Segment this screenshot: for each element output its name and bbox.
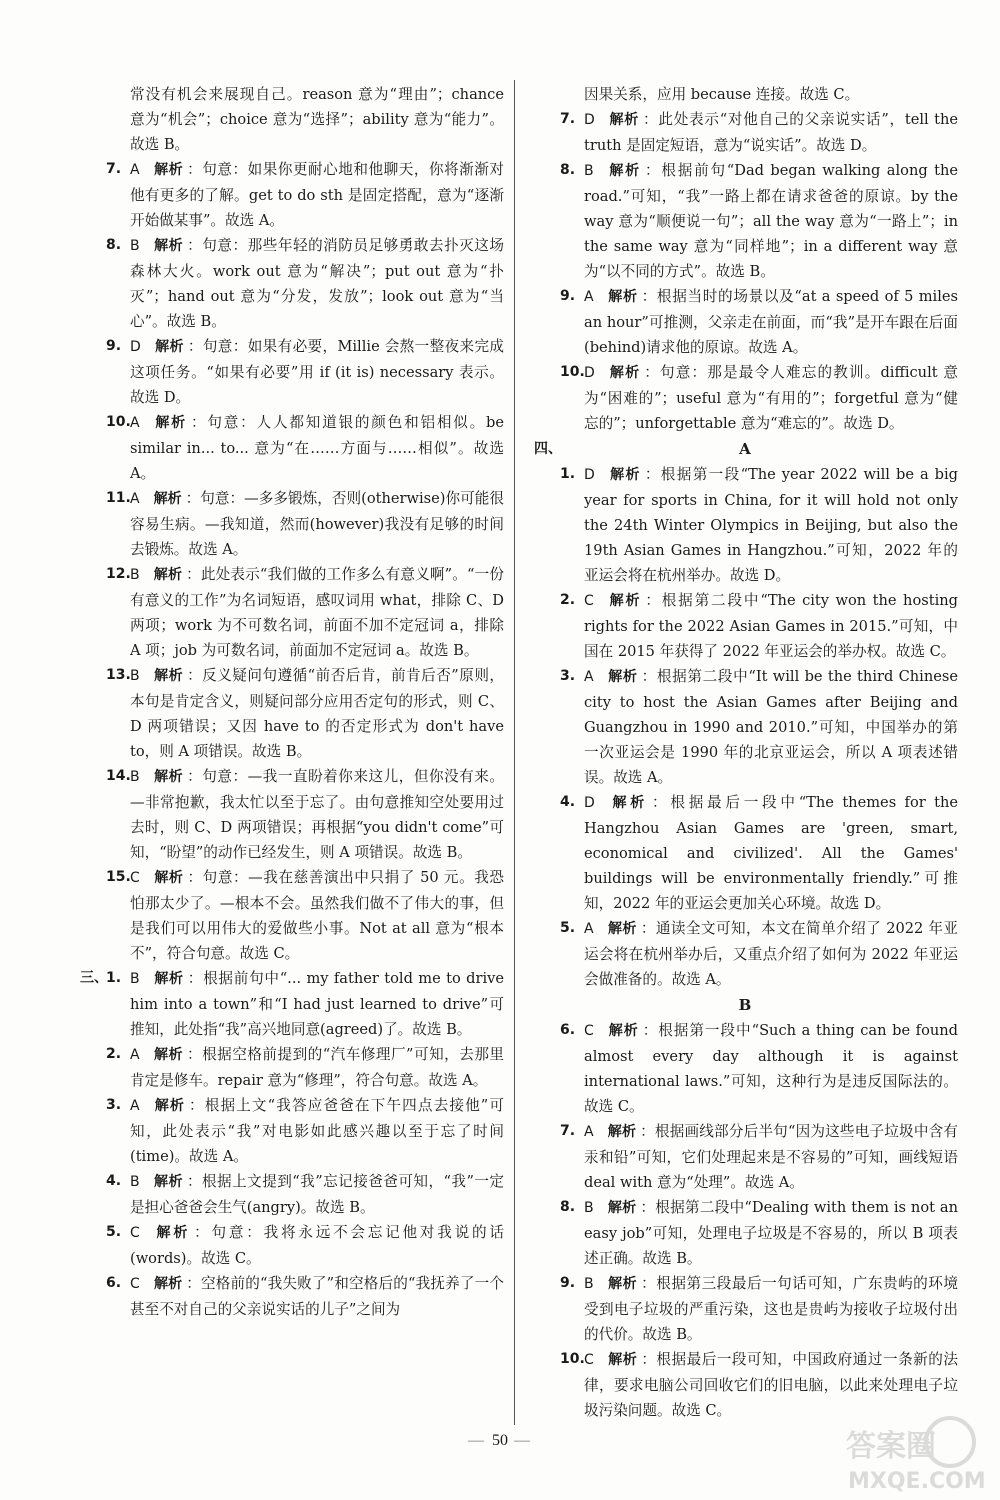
analysis-text: ：根据空格前提到的“汽车修理厂”可知，去那里肯定是修车。repair 意为“修理”，符合句意。故选 A。 bbox=[130, 1046, 504, 1089]
answer-choice: D bbox=[584, 365, 595, 381]
question-number: 14. bbox=[106, 768, 131, 784]
analysis-label: 解析 bbox=[153, 1098, 185, 1114]
analysis-label: 解析 bbox=[154, 339, 184, 355]
answer-item bbox=[78, 1042, 504, 1093]
answer-item bbox=[532, 1347, 958, 1423]
analysis-label: 解析 bbox=[608, 365, 641, 381]
answer-item bbox=[78, 966, 504, 1042]
answer-choice: D bbox=[584, 795, 595, 811]
right-column bbox=[532, 82, 958, 1423]
watermark-url: MXQE.COM bbox=[848, 1469, 986, 1494]
answer-choice: B bbox=[584, 1276, 594, 1292]
analysis-label: 解析 bbox=[153, 1225, 191, 1241]
analysis-label: 解析 bbox=[607, 593, 642, 609]
answer-choice: A bbox=[584, 669, 594, 685]
analysis-text: ：句意：—我在慈善演出中只捐了 50 元。我恐怕那太少了。—根本不会。虽然我们做不了伟大的事，但是我们可以用伟大的爱做些小事。Not at all 意为“根本不”，符合句意。故选 C。 bbox=[130, 869, 505, 962]
question-number: 11. bbox=[106, 490, 131, 506]
analysis-label: 解析 bbox=[607, 1200, 637, 1216]
analysis-label: 解析 bbox=[153, 238, 184, 254]
answer-item bbox=[532, 107, 958, 158]
answer-choice: B bbox=[130, 971, 140, 987]
page-number: — 50 — bbox=[468, 1432, 532, 1449]
analysis-label: 解析 bbox=[607, 1023, 639, 1039]
answer-choice: B bbox=[584, 163, 594, 179]
question-number: 7. bbox=[106, 161, 122, 177]
analysis-text: ：此处表示“我们做的工作多么有意义啊”。“一份有意义的工作”为名词短语，感叹词用 what，排除 C、D 两项；work 为不可数名词，前面不加不定冠词 a，排除 A 项；job 为可数名词，前面加不定冠词 a。故选 B。 bbox=[130, 566, 504, 659]
answer-choice: A bbox=[584, 289, 594, 305]
answer-item bbox=[532, 588, 958, 664]
answer-item bbox=[78, 1271, 504, 1322]
answer-item bbox=[532, 158, 958, 284]
analysis-label: 解析 bbox=[153, 870, 184, 886]
answer-item bbox=[78, 562, 504, 663]
answer-choice: A bbox=[130, 162, 140, 178]
answer-choice: A bbox=[130, 1098, 140, 1114]
analysis-label: 解析 bbox=[153, 668, 184, 684]
answer-choice: D bbox=[130, 339, 141, 355]
question-number: 8. bbox=[106, 237, 122, 253]
analysis-text: ：句意：那是最令人难忘的教训。difficult 意为“困难的”；useful 意为“有用的”；forgetful 意为“健忘的”；unforgettable 意为“难忘的”。故选 D。 bbox=[584, 364, 959, 432]
answer-item bbox=[532, 664, 958, 790]
analysis-text: ：句意：那些年轻的消防员足够勇敢去扑灭这场森林大火。work out 意为“解决”；put out 意为“扑灭”；hand out 意为“分发，发放”；look out 意为“当心”。故选 B。 bbox=[130, 237, 504, 330]
answer-item bbox=[78, 233, 504, 334]
answer-item bbox=[532, 1271, 958, 1347]
column-divider bbox=[514, 80, 515, 1425]
analysis-text: ：句意：如果有必要，Millie 会熬一整夜来完成这项任务。“如果有必要”用 if (it is) necessary 表示。故选 D。 bbox=[130, 338, 505, 406]
section-number: 三、 bbox=[80, 970, 108, 986]
analysis-text: ：句意：—多多锻炼，否则(otherwise)你可能很容易生病。—我知道，然而(however)我没有足够的时间去锻炼。故选 A。 bbox=[130, 490, 504, 558]
analysis-label: 解析 bbox=[607, 1352, 638, 1368]
answer-choice: A bbox=[130, 1047, 140, 1063]
passage-heading bbox=[532, 436, 958, 462]
question-number: 15. bbox=[106, 869, 131, 885]
analysis-label: 解析 bbox=[153, 491, 182, 507]
analysis-text: ：根据最后一段中“The themes for the Hangzhou Asian Games are 'green, smart, economical and civilized'. All the Games' buildings will be environmentally friendly.”可推知，2022 年的亚运会更加关心环境。故选 D。 bbox=[584, 794, 959, 912]
analysis-text: ：根据前句“Dad began walking along the road.”可知，“我”一路上都在请求爸爸的原谅。by the way 意为“顺便说一句”；all the way 意为“一路上”；in the same way 意为“同样地”；in a different way 意为“以不同的方式”。故选 B。 bbox=[584, 162, 959, 280]
section-number: 四、 bbox=[534, 441, 562, 457]
analysis-text: ：根据当时的场景以及“at a speed of 5 miles an hour”可推测，父亲走在前面，而“我”是开车跟在后面(behind)请求他的原谅。故选 A。 bbox=[584, 288, 959, 356]
question-number: 9. bbox=[106, 338, 122, 354]
analysis-text: ：句意：—我一直盼着你来这儿，但你没有来。—非常抱歉，我太忙以至于忘了。由句意推知空处要用过去时，则 C、D 两项错误；再根据“you didn't come”可知，“盼望”的动作已经发生，则 A 项错误。故选 B。 bbox=[130, 768, 504, 861]
analysis-text: ：句意：人人都知道银的颜色和铝相似。be similar in... to... 意为“在……方面与……相似”。故选 A。 bbox=[130, 414, 505, 482]
answer-item bbox=[78, 663, 504, 764]
answer-choice: C bbox=[584, 1023, 594, 1039]
question-number: 1. bbox=[560, 466, 576, 482]
analysis-text: ：根据第三段最后一句话可知，广东贵屿的环境受到电子垃圾的严重污染，这也是贵屿为接收子垃圾付出的代价。故选 B。 bbox=[584, 1275, 958, 1343]
question-number: 12. bbox=[106, 566, 131, 582]
question-number: 9. bbox=[560, 288, 576, 304]
answer-item bbox=[78, 486, 504, 562]
analysis-text: ：根据第一段“The year 2022 will be a big year for sports in China, for it will hold not only the 24th Winter Olympics in Beijing, but also the 19th Asian Games in Hangzhou.”可知，2022 年的亚运会将在杭州举办。故选 D。 bbox=[584, 466, 958, 584]
answer-choice: A bbox=[130, 415, 140, 431]
question-number: 8. bbox=[560, 1199, 576, 1215]
analysis-text: 常没有机会来展现自己。reason 意为“理由”；chance 意为“机会”；choice 意为“选择”；ability 意为“能力”。故选 B。 bbox=[130, 86, 504, 153]
answer-item bbox=[78, 1169, 504, 1220]
question-number: 1. bbox=[106, 970, 122, 986]
question-number: 10. bbox=[106, 414, 131, 430]
analysis-label: 解析 bbox=[153, 162, 184, 178]
analysis-label: 解析 bbox=[608, 467, 641, 483]
answer-choice: C bbox=[130, 1276, 140, 1292]
answer-item bbox=[78, 865, 504, 966]
analysis-label: 解析 bbox=[153, 1174, 183, 1190]
analysis-label: 解析 bbox=[153, 1276, 183, 1292]
answer-continuation bbox=[78, 82, 504, 157]
answer-item bbox=[78, 157, 504, 233]
analysis-label: 解析 bbox=[608, 795, 649, 811]
passage-heading bbox=[532, 992, 958, 1018]
analysis-text: ：根据画线部分后半句“因为这些电子垃圾中含有汞和铅”可知，它们处理起来是不容易的”可知，画线短语 deal with 意为“处理”。故选 A。 bbox=[584, 1123, 958, 1191]
passage-letter: A bbox=[739, 440, 751, 458]
question-number: 6. bbox=[560, 1022, 576, 1038]
analysis-label: 解析 bbox=[153, 415, 187, 431]
answer-choice: B bbox=[130, 567, 140, 583]
analysis-text: ：根据第一段中“Such a thing can be found almost every day although it is against international laws.”可知，这种行为是违反国际法的。故选 C。 bbox=[584, 1022, 959, 1115]
analysis-label: 解析 bbox=[608, 112, 640, 128]
question-number: 10. bbox=[560, 364, 585, 380]
answer-item bbox=[532, 360, 958, 436]
answer-item bbox=[532, 1018, 958, 1119]
answer-item bbox=[78, 1093, 504, 1169]
question-number: 5. bbox=[106, 1224, 122, 1240]
question-number: 2. bbox=[106, 1046, 122, 1062]
question-number: 10. bbox=[560, 1351, 585, 1367]
analysis-text: ：根据最后一段可知，中国政府通过一条新的法律，要求电脑公司回收它们的旧电脑，以此来处理电子垃圾污染问题。故选 C。 bbox=[584, 1351, 958, 1419]
question-number: 9. bbox=[560, 1275, 576, 1291]
analysis-label: 解析 bbox=[607, 669, 638, 685]
question-number: 2. bbox=[560, 592, 576, 608]
watermark-logo bbox=[838, 1414, 988, 1494]
answer-item bbox=[532, 790, 958, 916]
analysis-text: ：空格前的“我失败了”和空格后的“我抚养了一个甚至不对自己的父亲说实话的儿子”之间为 bbox=[130, 1275, 505, 1318]
answer-choice: B bbox=[584, 1200, 594, 1216]
question-number: 3. bbox=[560, 668, 576, 684]
analysis-text: ：通读全文可知，本文在简单介绍了 2022 年亚运会将在杭州举办后，又重点介绍了如何为 2022 年亚运会做准备的。故选 A。 bbox=[584, 920, 959, 988]
answer-choice: D bbox=[584, 467, 595, 483]
question-number: 3. bbox=[106, 1097, 122, 1113]
answer-choice: B bbox=[130, 1174, 140, 1190]
analysis-label: 解析 bbox=[607, 1124, 637, 1140]
answer-item bbox=[532, 1119, 958, 1195]
analysis-text: ：根据第二段中“It will be the third Chinese city to host the Asian Games after Beijing and Guangzhou in 1990 and 2010.”可知，中国举办的第一次亚运会是 1990 年的北京亚运会，所以 A 项表述错误。故选 A。 bbox=[584, 668, 958, 786]
analysis-label: 解析 bbox=[607, 289, 638, 305]
analysis-text: ：根据上文“我答应爸爸在下午四点去接他”可知，此处表示“我”对电影如此感兴趣以至于忘了时间(time)。故选 A。 bbox=[130, 1097, 504, 1165]
analysis-label: 解析 bbox=[607, 921, 637, 937]
answer-choice: C bbox=[584, 1352, 594, 1368]
question-number: 5. bbox=[560, 920, 576, 936]
analysis-text: ：根据第二段中“Dealing with them is not an easy job”可知，处理电子垃圾是不容易的，所以 B 项表述正确。故选 B。 bbox=[584, 1199, 958, 1267]
analysis-label: 解析 bbox=[607, 163, 641, 179]
analysis-text: 因果关系，应用 because 连接。故选 C。 bbox=[584, 86, 860, 103]
analysis-text: ：句意：我将永远不会忘记他对我说的话(words)。故选 C。 bbox=[130, 1224, 504, 1267]
question-number: 13. bbox=[106, 667, 131, 683]
answer-choice: B bbox=[130, 668, 140, 684]
answer-item bbox=[78, 764, 504, 865]
answer-item bbox=[532, 916, 958, 992]
question-number: 7. bbox=[560, 111, 576, 127]
answer-choice: D bbox=[584, 112, 595, 128]
analysis-text: ：根据第二段中“The city won the hosting rights for the 2022 Asian Games in 2015.”可知，中国在 2015 年获得了 2022 年亚运会的举办权。故选 C。 bbox=[584, 592, 958, 660]
analysis-text: ：此处表示“对他自己的父亲说实话”，tell the truth 是固定短语，意为“说实话”。故选 D。 bbox=[584, 111, 958, 154]
analysis-text: ：反义疑问句遵循“前否后肯，前肯后否”原则，本句是肯定含义，则疑问部分应用否定句的形式，则 C、D 两项错误；又因 have to 的否定形式为 don't have to，则 A 项错误。故选 B。 bbox=[130, 667, 504, 760]
answer-continuation bbox=[532, 82, 958, 107]
answer-choice: C bbox=[130, 870, 140, 886]
answer-item bbox=[532, 462, 958, 588]
analysis-text: ：根据前句中“... my father told me to drive him into a town”和“I had just learned to drive”可推知，此处指“我”高兴地同意(agreed)了。故选 B。 bbox=[130, 970, 504, 1038]
analysis-label: 解析 bbox=[153, 769, 184, 785]
answer-choice: B bbox=[130, 769, 140, 785]
answer-item bbox=[78, 410, 504, 486]
answer-choice: C bbox=[130, 1225, 140, 1241]
analysis-label: 解析 bbox=[153, 1047, 184, 1063]
left-column bbox=[78, 82, 504, 1322]
analysis-label: 解析 bbox=[153, 971, 184, 987]
answer-item bbox=[532, 284, 958, 360]
answer-item bbox=[78, 1220, 504, 1271]
analysis-label: 解析 bbox=[607, 1276, 638, 1292]
answer-choice: A bbox=[584, 921, 594, 937]
passage-letter: B bbox=[738, 996, 752, 1014]
answer-choice: C bbox=[584, 593, 594, 609]
question-number: 6. bbox=[106, 1275, 122, 1291]
answer-choice: A bbox=[130, 491, 140, 507]
question-number: 7. bbox=[560, 1123, 576, 1139]
question-number: 4. bbox=[560, 794, 576, 810]
answer-choice: B bbox=[130, 238, 140, 254]
analysis-text: ：根据上文提到“我”忘记接爸爸可知，“我”一定是担心爸爸会生气(angry)。故选 B。 bbox=[130, 1173, 504, 1216]
answer-item bbox=[78, 334, 504, 410]
answer-choice: A bbox=[584, 1124, 594, 1140]
analysis-label: 解析 bbox=[153, 567, 183, 583]
question-number: 4. bbox=[106, 1173, 122, 1189]
answer-item bbox=[532, 1195, 958, 1271]
analysis-text: ：句意：如果你更耐心地和他聊天，你将渐渐对他有更多的了解。get to do sth 是固定搭配，意为“逐渐开始做某事”。故选 A。 bbox=[130, 161, 504, 229]
question-number: 8. bbox=[560, 162, 576, 178]
watermark-text: 答案圈 bbox=[846, 1429, 936, 1464]
